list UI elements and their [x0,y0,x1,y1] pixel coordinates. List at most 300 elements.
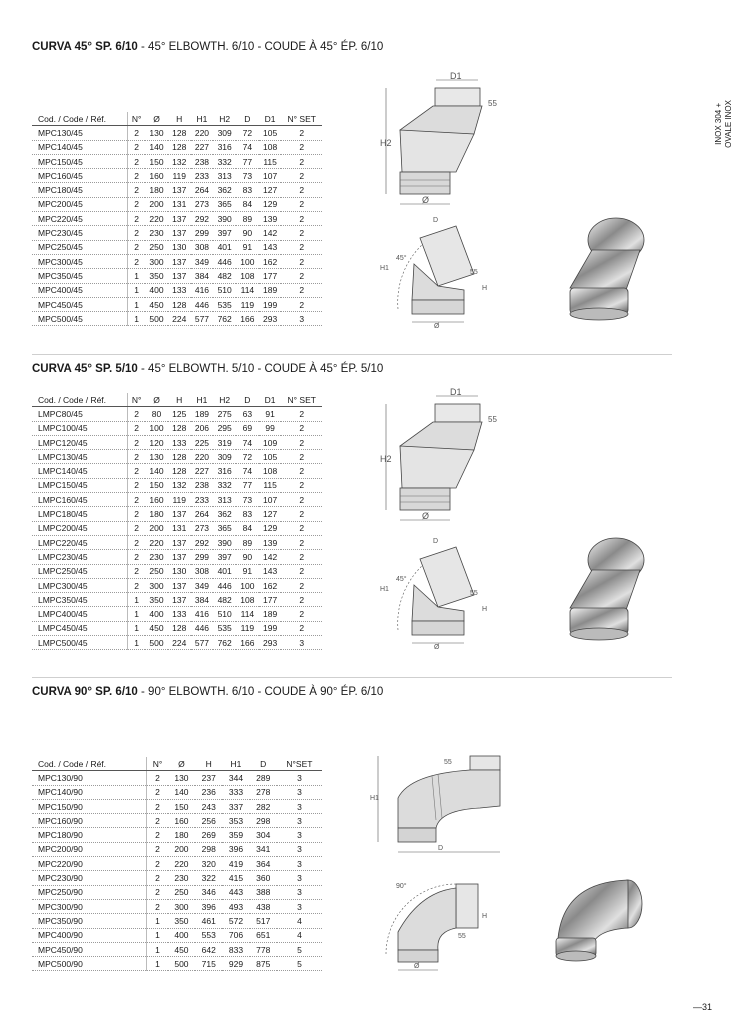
table-cell: 91 [259,407,282,421]
table-cell: 119 [236,297,259,311]
column-header: D [236,393,259,407]
table-cell: 2 [128,493,146,507]
table-cell: 114 [236,607,259,621]
table-header-row [32,393,322,407]
table-cell: 293 [259,312,282,326]
table-cell: 364 [250,857,277,871]
table-cell: 1 [128,283,146,297]
table-cell: 2 [147,871,168,885]
table-cell: 443 [222,885,249,899]
table-cell: 397 [213,226,236,240]
table-cell: 206 [191,421,214,435]
svg-text:H1: H1 [370,795,379,802]
product-code-cell: MPC200/45 [32,197,128,211]
table-row [32,828,322,842]
table-cell: 2 [128,478,146,492]
product-code-cell: MPC140/90 [32,785,147,799]
table-row [32,493,322,507]
svg-text:55: 55 [444,759,452,766]
table-row [32,550,322,564]
table-cell: 256 [195,814,222,828]
product-code-cell: LMPC400/45 [32,607,128,621]
table-row [32,814,322,828]
table-cell: 180 [145,183,168,197]
table-cell: 2 [281,550,322,564]
photo-45-elbow-2 [548,530,658,645]
table-cell: 2 [281,140,322,154]
table-cell: 63 [236,407,259,421]
table-row [32,435,322,449]
table-row [32,521,322,535]
table-cell: 139 [259,212,282,226]
spec-table-90-6-10 [32,757,322,971]
table-cell: 833 [222,942,249,956]
table-cell: 2 [281,493,322,507]
table-cell: 100 [236,578,259,592]
column-header: N° [128,112,146,126]
table-row [32,842,322,856]
table-cell: 200 [168,842,195,856]
section-title-rest: - 45° ELBOWTH. 6/10 - COUDE À 45° ÉP. 6/10 [137,41,384,53]
table-cell: 128 [168,464,191,478]
svg-text:H: H [482,913,488,920]
table-cell: 74 [236,140,259,154]
table-cell: 220 [191,126,214,140]
column-header: H [195,757,222,771]
column-header: N° [147,757,168,771]
table-row [32,799,322,813]
drawing-45-elbow-side-2 [378,388,508,528]
product-code-cell: MPC230/45 [32,226,128,240]
table-cell: 438 [250,899,277,913]
table-cell: 292 [191,535,214,549]
table-cell: 2 [128,507,146,521]
table-cell: 137 [168,535,191,549]
product-code-cell: MPC130/90 [32,771,147,785]
table-cell: 150 [145,154,168,168]
column-header: H1 [191,112,214,126]
table-cell: 2 [128,578,146,592]
table-cell: 143 [259,240,282,254]
table-cell: 2 [147,814,168,828]
table-cell: 572 [222,914,249,928]
table-cell: 133 [168,607,191,621]
product-code-cell: MPC150/90 [32,799,147,813]
table-cell: 359 [222,828,249,842]
table-cell: 298 [250,814,277,828]
table-cell: 2 [128,240,146,254]
table-row [32,197,322,211]
table-cell: 2 [128,183,146,197]
table-cell: 3 [281,636,322,650]
table-cell: 137 [168,593,191,607]
table-cell: 350 [145,269,168,283]
svg-text:H: H [482,285,488,292]
table-cell: 500 [145,312,168,326]
table-cell: 160 [145,493,168,507]
svg-text:H1: H1 [380,265,389,272]
product-code-cell: MPC400/45 [32,283,128,297]
table-cell: 119 [168,493,191,507]
table-cell: 224 [168,312,191,326]
table-cell: 2 [281,535,322,549]
table-row [32,928,322,942]
table-cell: 322 [195,871,222,885]
svg-text:45°: 45° [396,255,407,262]
table-row [32,957,322,971]
table-cell: 313 [213,493,236,507]
product-code-cell: MPC160/90 [32,814,147,828]
svg-text:H2: H2 [380,138,392,148]
drawing-90-elbow-angle [380,874,490,974]
table-cell: 2 [128,450,146,464]
table-cell: 388 [250,885,277,899]
table-cell: 132 [168,154,191,168]
table-cell: 304 [250,828,277,842]
table-cell: 89 [236,535,259,549]
table-cell: 80 [145,407,168,421]
svg-text:D: D [433,217,439,224]
table-cell: 236 [195,785,222,799]
table-cell: 127 [259,507,282,521]
table-cell: 2 [147,828,168,842]
table-cell: 125 [168,407,191,421]
table-cell: 108 [259,140,282,154]
table-cell: 313 [213,169,236,183]
table-cell: 401 [213,240,236,254]
table-cell: 384 [191,269,214,283]
table-cell: 706 [222,928,249,942]
table-cell: 1 [128,297,146,311]
column-header: H1 [191,393,214,407]
table-cell: 2 [128,212,146,226]
table-cell: 2 [147,857,168,871]
table-cell: 199 [259,621,282,635]
product-code-cell: LMPC120/45 [32,435,128,449]
column-header: Ø [145,112,168,126]
table-cell: 107 [259,169,282,183]
table-cell: 130 [168,240,191,254]
table-cell: 446 [213,254,236,268]
table-cell: 129 [259,521,282,535]
table-cell: 482 [213,269,236,283]
svg-text:D1: D1 [450,387,462,397]
table-cell: 227 [191,464,214,478]
svg-text:D1: D1 [450,71,462,81]
section-divider [32,354,672,355]
table-cell: 333 [222,785,249,799]
table-cell: 2 [281,578,322,592]
table-cell: 2 [147,771,168,785]
table-cell: 162 [259,254,282,268]
section-title-2 [32,363,383,375]
product-code-cell: LMPC250/45 [32,564,128,578]
table-cell: 293 [259,636,282,650]
table-cell: 128 [168,140,191,154]
table-cell: 74 [236,435,259,449]
table-cell: 264 [191,507,214,521]
table-cell: 73 [236,169,259,183]
product-code-cell: LMPC200/45 [32,521,128,535]
table-cell: 1 [128,269,146,283]
table-cell: 238 [191,478,214,492]
table-cell: 2 [281,183,322,197]
table-cell: 2 [281,154,322,168]
table-cell: 230 [168,871,195,885]
table-cell: 2 [147,842,168,856]
table-cell: 140 [145,140,168,154]
table-row [32,507,322,521]
table-cell: 299 [191,226,214,240]
table-cell: 2 [147,785,168,799]
table-cell: 140 [145,464,168,478]
table-cell: 83 [236,507,259,521]
product-code-cell: LMPC100/45 [32,421,128,435]
product-code-cell: MPC500/45 [32,312,128,326]
table-cell: 446 [213,578,236,592]
table-cell: 715 [195,957,222,971]
table-cell: 2 [128,521,146,535]
table-cell: 100 [145,421,168,435]
table-cell: 2 [281,621,322,635]
drawing-90-elbow-side [370,752,510,860]
product-code-cell: LMPC160/45 [32,493,128,507]
svg-text:Ø: Ø [434,323,440,330]
table-cell: 2 [281,407,322,421]
table-cell: 84 [236,197,259,211]
table-cell: 2 [281,254,322,268]
column-header: Ø [168,757,195,771]
table-cell: 400 [145,607,168,621]
product-code-cell: LMPC180/45 [32,507,128,521]
table-cell: 2 [147,799,168,813]
product-code-cell: MPC350/90 [32,914,147,928]
table-cell: 316 [213,464,236,478]
table-cell: 2 [281,450,322,464]
table-row [32,785,322,799]
table-cell: 450 [145,621,168,635]
table-cell: 2 [128,226,146,240]
table-row [32,636,322,650]
table-cell: 535 [213,621,236,635]
table-cell: 3 [277,899,322,913]
product-code-cell: MPC350/45 [32,269,128,283]
table-cell: 128 [168,297,191,311]
table-cell: 127 [259,183,282,197]
table-cell: 177 [259,269,282,283]
table-cell: 416 [191,283,214,297]
table-cell: 309 [213,126,236,140]
column-header: D1 [259,393,282,407]
table-cell: 446 [191,621,214,635]
table-cell: 510 [213,607,236,621]
product-code-cell: LMPC80/45 [32,407,128,421]
table-cell: 2 [281,212,322,226]
table-cell: 400 [145,283,168,297]
table-cell: 77 [236,478,259,492]
table-row [32,169,322,183]
section-title-bold: CURVA 90° SP. 6/10 [32,686,138,698]
table-row [32,154,322,168]
product-code-cell: MPC200/90 [32,842,147,856]
table-cell: 2 [281,421,322,435]
table-cell: 119 [168,169,191,183]
table-cell: 275 [213,407,236,421]
table-cell: 180 [145,507,168,521]
table-cell: 2 [281,464,322,478]
product-code-cell: MPC450/45 [32,297,128,311]
table-cell: 2 [147,885,168,899]
product-code-cell: MPC450/90 [32,942,147,956]
table-cell: 5 [277,957,322,971]
table-cell: 295 [213,421,236,435]
column-header: N°SET [277,757,322,771]
table-cell: 220 [191,450,214,464]
table-cell: 2 [128,126,146,140]
product-code-cell: LMPC130/45 [32,450,128,464]
table-cell: 137 [168,254,191,268]
column-header: N° SET [281,112,322,126]
table-cell: 300 [145,254,168,268]
table-cell: 353 [222,814,249,828]
table-cell: 332 [213,154,236,168]
section-title-1 [32,41,383,53]
table-cell: 143 [259,564,282,578]
table-cell: 349 [191,578,214,592]
table-cell: 91 [236,564,259,578]
product-code-cell: MPC400/90 [32,928,147,942]
table-cell: 2 [128,535,146,549]
table-cell: 416 [191,607,214,621]
table-row [32,126,322,140]
table-cell: 450 [168,942,195,956]
svg-text:45°: 45° [396,576,407,583]
table-cell: 2 [128,154,146,168]
table-cell: 282 [250,799,277,813]
table-cell: 2 [128,550,146,564]
product-code-cell: MPC300/45 [32,254,128,268]
svg-text:Ø: Ø [422,195,430,205]
table-cell: 227 [191,140,214,154]
svg-text:90°: 90° [396,883,407,890]
table-cell: 4 [277,928,322,942]
table-cell: 132 [168,478,191,492]
product-code-cell: MPC160/45 [32,169,128,183]
spec-table-45-5-10 [32,393,322,650]
table-row [32,607,322,621]
table-cell: 577 [191,312,214,326]
table-cell: 2 [128,564,146,578]
table-cell: 115 [259,478,282,492]
table-cell: 142 [259,550,282,564]
table-cell: 309 [213,450,236,464]
table-row [32,914,322,928]
table-cell: 230 [145,550,168,564]
table-cell: 200 [145,521,168,535]
table-cell: 130 [168,564,191,578]
section-title-rest: - 90° ELBOWTH. 6/10 - COUDE À 90° ÉP. 6/10 [137,686,384,698]
table-cell: 273 [191,521,214,535]
table-cell: 120 [145,435,168,449]
column-header: Cod. / Code / Réf. [32,393,128,407]
table-cell: 3 [277,885,322,899]
table-cell: 535 [213,297,236,311]
table-cell: 177 [259,593,282,607]
table-cell: 2 [128,197,146,211]
table-cell: 517 [250,914,277,928]
table-cell: 160 [168,814,195,828]
column-header: H [168,393,191,407]
table-cell: 1 [128,621,146,635]
column-header: Ø [145,393,168,407]
table-cell: 362 [213,507,236,521]
drawing-45-elbow-angle-2 [378,535,498,650]
product-code-cell: LMPC300/45 [32,578,128,592]
table-cell: 224 [168,636,191,650]
table-row [32,771,322,785]
section-title-bold: CURVA 45° SP. 5/10 [32,363,138,375]
svg-text:D: D [438,845,444,852]
table-cell: 2 [281,478,322,492]
table-cell: 316 [213,140,236,154]
table-cell: 225 [191,435,214,449]
table-cell: 396 [222,842,249,856]
table-cell: 130 [145,450,168,464]
table-cell: 2 [281,126,322,140]
table-cell: 89 [236,212,259,226]
table-cell: 109 [259,435,282,449]
table-cell: 2 [281,283,322,297]
table-cell: 341 [250,842,277,856]
column-header: H2 [213,393,236,407]
table-row [32,421,322,435]
table-cell: 220 [168,857,195,871]
table-cell: 115 [259,154,282,168]
table-cell: 396 [195,899,222,913]
table-cell: 230 [145,226,168,240]
table-cell: 129 [259,197,282,211]
page-number: —31 [692,1002,712,1012]
svg-text:H1: H1 [380,586,389,593]
table-cell: 200 [145,197,168,211]
table-row [32,269,322,283]
table-row [32,857,322,871]
table-cell: 166 [236,636,259,650]
section-title-rest: - 45° ELBOWTH. 5/10 - COUDE À 45° ÉP. 5/10 [137,363,384,375]
table-cell: 450 [145,297,168,311]
table-cell: 778 [250,942,277,956]
product-code-cell: LMPC220/45 [32,535,128,549]
table-cell: 160 [145,169,168,183]
table-cell: 238 [191,154,214,168]
table-cell: 83 [236,183,259,197]
table-cell: 390 [213,212,236,226]
side-label [698,100,734,170]
table-cell: 278 [250,785,277,799]
table-cell: 199 [259,297,282,311]
table-cell: 350 [168,914,195,928]
table-row [32,578,322,592]
column-header: N° [128,393,146,407]
product-code-cell: MPC220/45 [32,212,128,226]
table-cell: 137 [168,578,191,592]
svg-text:D: D [433,538,439,545]
product-code-cell: LMPC450/45 [32,621,128,635]
table-cell: 264 [191,183,214,197]
table-cell: 189 [259,283,282,297]
table-cell: 3 [277,871,322,885]
table-cell: 419 [222,857,249,871]
